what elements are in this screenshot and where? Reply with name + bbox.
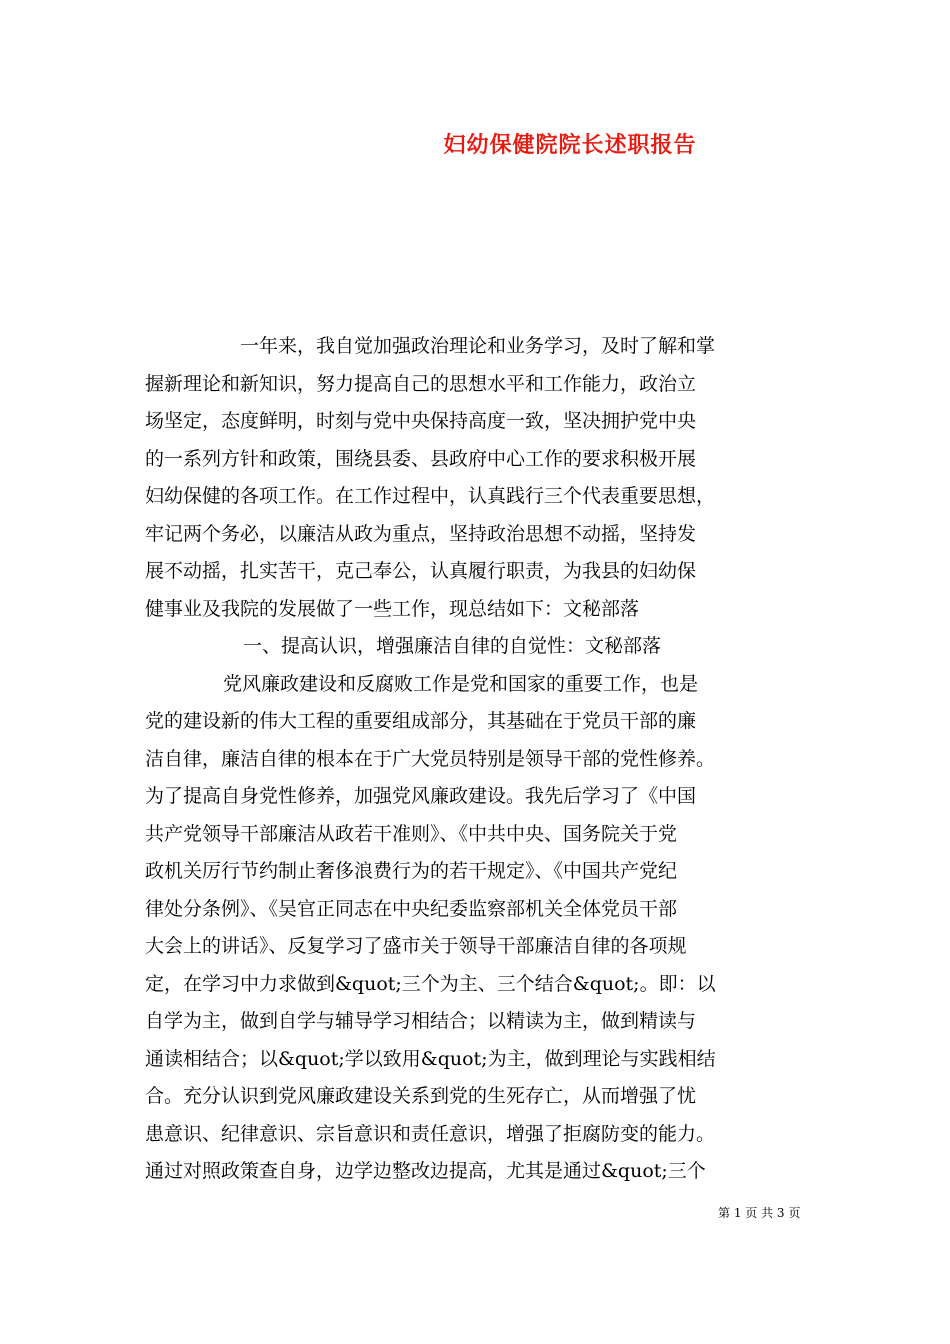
paragraph-line: 党风廉政建设和反腐败工作是党和国家的重要工作，也是	[223, 672, 699, 695]
paragraph-line: 的一系列方针和政策，围绕县委、县政府中心工作的要求积极开展	[145, 447, 697, 470]
paragraph-line: 一年来，我自觉加强政治理论和业务学习，及时了解和掌	[240, 335, 716, 357]
paragraph-line: 场坚定，态度鲜明，时刻与党中央保持高度一致，坚决拥护党中央	[145, 410, 697, 432]
paragraph-line: 妇幼保健的各项工作。在工作过程中，认真践行三个代表重要思想，	[145, 485, 716, 507]
paragraph-line: 通过对照政策查自身，边学边整改边提高，尤其是通过&quot;三个	[145, 1160, 706, 1182]
document-title: 妇幼保健院院长述职报告	[443, 132, 697, 158]
paragraph-line: 大会上的讲话》、反复学习了盛市关于领导干部廉洁自律的各项规	[145, 935, 687, 957]
paragraph-line: 展不动摇，扎实苦干，克己奉公，认真履行职责，为我县的妇幼保	[145, 560, 697, 582]
paragraph-line: 患意识、纪律意识、宗旨意识和责任意识，增强了拒腐防变的能力。	[145, 1122, 716, 1145]
paragraph-line: 定，在学习中力求做到&quot;三个为主、三个结合&quot;。即：以	[145, 972, 716, 995]
paragraph-line: 握新理论和新知识，努力提高自己的思想水平和工作能力，政治立	[145, 372, 697, 395]
paragraph-line: 政机关厉行节约制止奢侈浪费行为的若干规定》、《中国共产党纪	[145, 860, 678, 882]
paragraph-line: 自学为主，做到自学与辅导学习相结合；以精读为主，做到精读与	[145, 1010, 697, 1032]
paragraph-line: 为了提高自身党性修养，加强党风廉政建设。我先后学习了《中国	[145, 785, 697, 807]
paragraph-line: 通读相结合；以&quot;学以致用&quot;为主，做到理论与实践相结	[145, 1047, 716, 1070]
paragraph-line: 律处分条例》、《吴官正同志在中央纪委监察部机关全体党员干部	[145, 897, 678, 920]
paragraph-line: 合。充分认识到党风廉政建设关系到党的生死存亡，从而增强了忧	[145, 1085, 697, 1107]
section-heading: 一、提高认识，增强廉洁自律的自觉性：文秘部落	[243, 635, 662, 657]
paragraph-line: 党的建设新的伟大工程的重要组成部分，其基础在于党员干部的廉	[145, 710, 697, 732]
page-number-footer: 第 1 页 共 3 页	[718, 1206, 801, 1220]
paragraph-line: 牢记两个务必，以廉洁从政为重点，坚持政治思想不动摇，坚持发	[145, 522, 697, 545]
document-body	[145, 328, 825, 1191]
paragraph-line: 洁自律，廉洁自律的根本在于广大党员特别是领导干部的党性修养。	[145, 747, 716, 770]
paragraph-line: 共产党领导干部廉洁从政若干准则》、《中共中央、国务院关于党	[145, 822, 678, 845]
paragraph-line: 健事业及我院的发展做了一些工作，现总结如下：文秘部落	[145, 597, 640, 620]
